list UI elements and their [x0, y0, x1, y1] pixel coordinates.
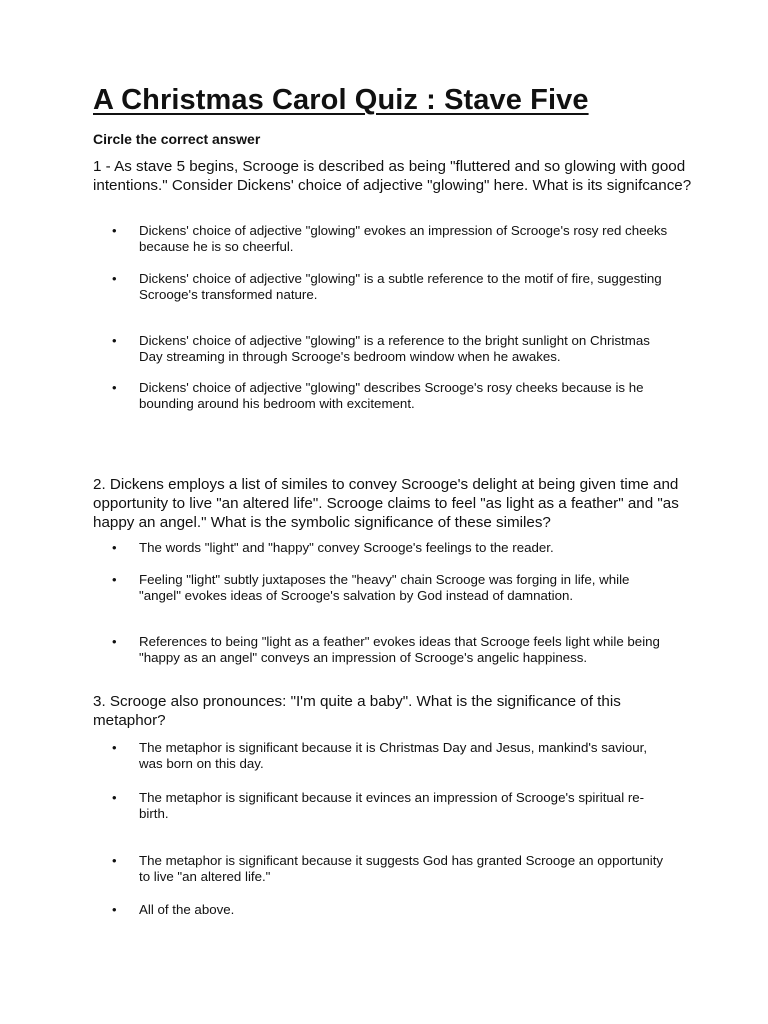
bullet-icon: •: [112, 333, 117, 348]
bullet-icon: •: [112, 271, 117, 286]
option-text: The metaphor is significant because it evinces an impression of Scrooge's spiritual re-birth.: [139, 790, 645, 821]
question-3-option-2[interactable]: [112, 790, 672, 822]
option-text: Dickens' choice of adjective "glowing" describes Scrooge's rosy cheeks because is he bounding around his bedroom with excitement.: [139, 380, 644, 411]
bullet-icon: •: [112, 853, 117, 868]
question-2-option-3[interactable]: [112, 634, 672, 666]
question-3-option-3[interactable]: [112, 853, 672, 885]
question-3-text: 3. Scrooge also pronounces: "I'm quite a baby". What is the significance of this metaphor?: [93, 693, 621, 729]
question-1-option-1[interactable]: [112, 223, 672, 255]
option-text: Dickens' choice of adjective "glowing" is a subtle reference to the motif of fire, suggesting Scrooge's transformed nature.: [139, 271, 662, 302]
question-2-option-2[interactable]: [112, 572, 672, 604]
question-3-option-1[interactable]: [112, 740, 672, 772]
option-text: The metaphor is significant because it suggests God has granted Scrooge an opportunity to live "an altered life.": [139, 853, 664, 884]
bullet-icon: •: [112, 790, 117, 805]
bullet-icon: •: [112, 740, 117, 755]
question-3-option-4[interactable]: [112, 902, 672, 918]
bullet-icon: •: [112, 572, 117, 587]
question-1-option-3[interactable]: [112, 333, 672, 365]
question-2-text: 2. Dickens employs a list of similes to convey Scrooge's delight at being given time and opportunity to live "an altered life". Scrooge claims to feel "as light as a feather" and "as happy an angel." What is the symbolic significance of these similes?: [93, 476, 679, 531]
option-text: Dickens' choice of adjective "glowing" is a reference to the bright sunlight on Christmas Day streaming in through Scrooge's bedroom window when he awakes.: [139, 333, 650, 364]
question-1-option-4[interactable]: [112, 380, 672, 412]
bullet-icon: •: [112, 634, 117, 649]
option-text: Feeling "light" subtly juxtaposes the "heavy" chain Scrooge was forging in life, while "angel" evokes ideas of Scrooge's salvation by God instead of damnation.: [139, 572, 630, 603]
option-text: All of the above.: [139, 902, 235, 917]
question-1-option-2[interactable]: [112, 271, 672, 303]
option-text: The metaphor is significant because it is Christmas Day and Jesus, mankind's saviour, was born on this day.: [139, 740, 648, 771]
bullet-icon: •: [112, 902, 117, 917]
bullet-icon: •: [112, 540, 117, 555]
option-text: Dickens' choice of adjective "glowing" evokes an impression of Scrooge's rosy red cheeks because he is so cheerful.: [139, 223, 668, 254]
bullet-icon: •: [112, 380, 117, 395]
option-text: The words "light" and "happy" convey Scrooge's feelings to the reader.: [139, 540, 554, 555]
bullet-icon: •: [112, 223, 117, 238]
instruction-text: Circle the correct answer: [93, 131, 261, 147]
question-2-option-1[interactable]: [112, 540, 672, 556]
option-text: References to being "light as a feather" evokes ideas that Scrooge feels light while being "happy as an angel" conveys an impression of Scrooge's angelic happiness.: [139, 634, 660, 665]
question-1-text: 1 - As stave 5 begins, Scrooge is described as being "fluttered and so glowing with good intentions." Consider Dickens' choice of adjective "glowing" here. What is its signifcance?: [93, 158, 692, 194]
page-title: A Christmas Carol Quiz : Stave Five: [93, 84, 589, 116]
